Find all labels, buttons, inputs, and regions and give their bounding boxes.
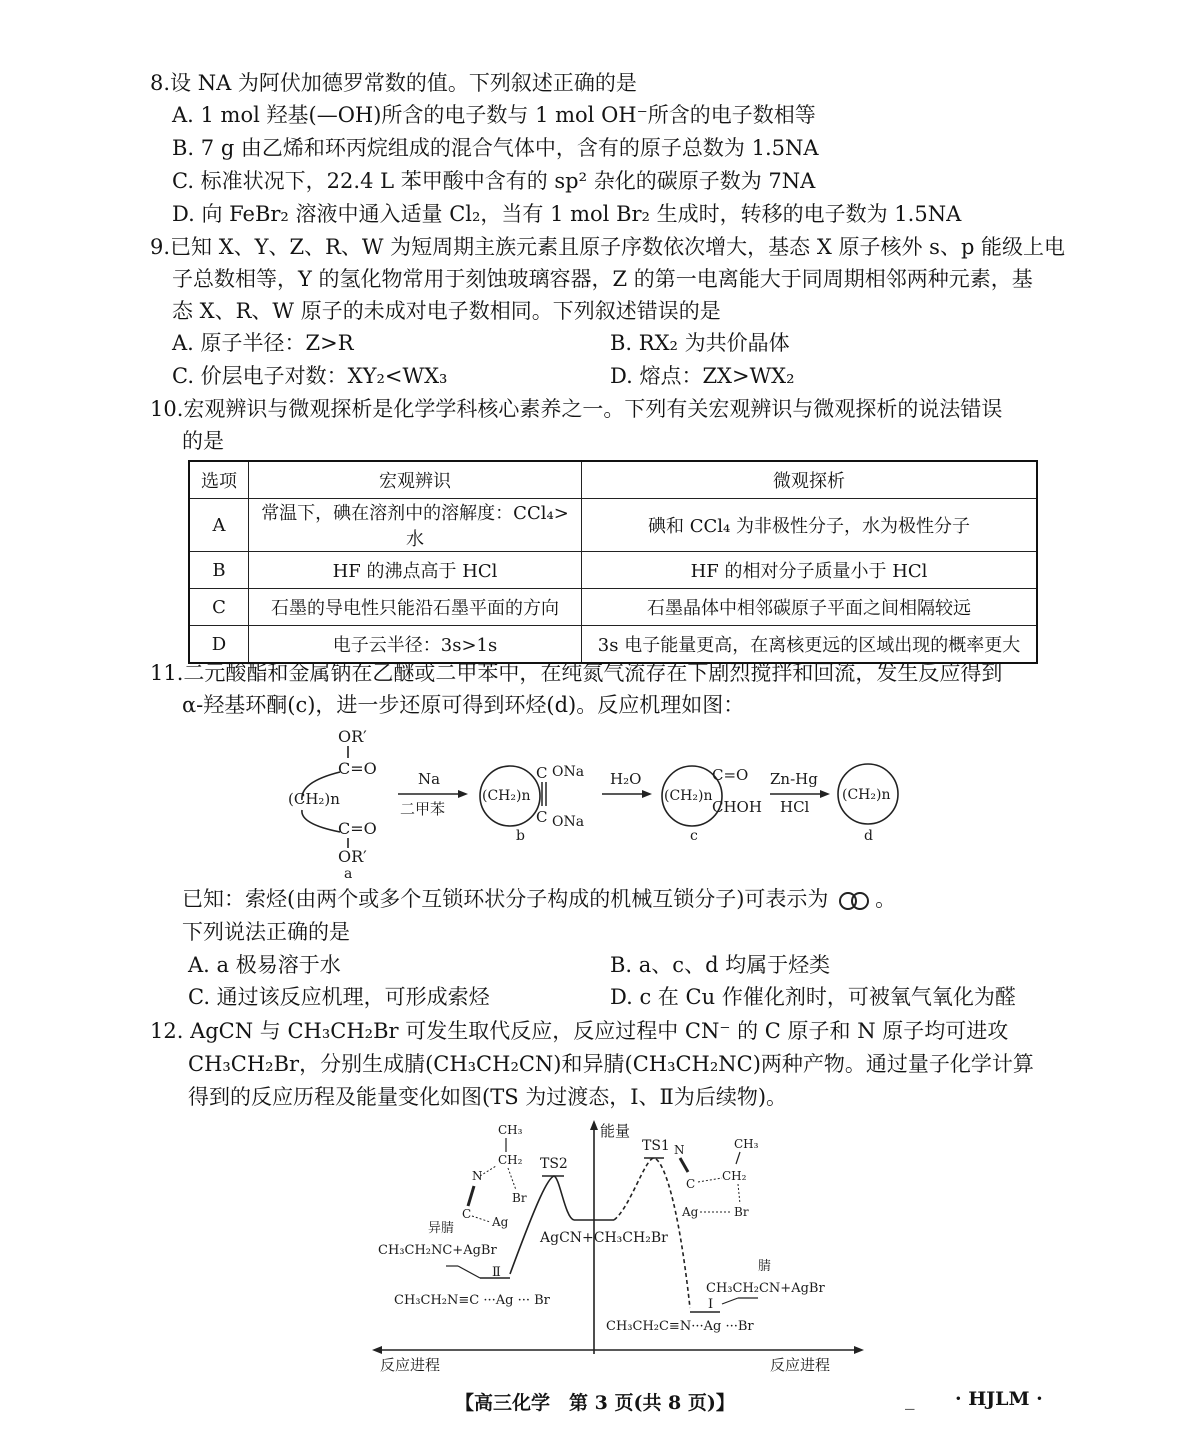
q11-option-a: A. a 极易溶于水: [188, 953, 341, 977]
page-footer: 【高三化学 第 3 页(共 8 页)】: [455, 1392, 735, 1414]
nitrile-name-label: 腈: [758, 1259, 772, 1274]
scheme-text: C: [536, 808, 548, 826]
right-axis-label: 反应进程: [770, 1356, 831, 1374]
q10-stem-line1: 10.宏观辨识与微观探析是化学学科核心素养之一。下列有关宏观辨识与微观探析的说法错误: [150, 397, 1003, 421]
q11-known: [182, 884, 896, 914]
label-b: b: [516, 828, 525, 844]
table-row: [189, 552, 1037, 589]
q12-stem-line2: CH₃CH₂Br，分别生成腈(CH₃CH₂CN)和异腈(CH₃CH₂NC)两种产物。通过量子化学计算: [188, 1052, 1034, 1076]
scheme-text: (CH₂)n: [288, 790, 340, 808]
scheme-text: (CH₂)n: [482, 788, 531, 804]
catenane-icon: [835, 890, 875, 912]
ts1-n: N: [674, 1143, 685, 1157]
ts1-c: C: [686, 1177, 696, 1191]
label-a: a: [344, 866, 353, 882]
ts1-ag: Ag: [682, 1205, 699, 1219]
table-cell: HF 的相对分子质量小于 HCl: [582, 552, 1038, 589]
table-cell: A: [189, 499, 249, 552]
table-cell: D: [189, 626, 249, 664]
left-axis-label: 反应进程: [380, 1356, 441, 1374]
q9-option-a: A. 原子半径：Z>R: [172, 331, 354, 355]
scheme-text: H₂O: [610, 770, 642, 788]
scheme-text: C=O: [338, 819, 377, 838]
ts2-ch3: CH₃: [498, 1123, 523, 1137]
iso-complex-label: CH₃CH₂N≡C ···Ag ··· Br: [394, 1293, 550, 1308]
scheme-text: CHOH: [712, 798, 762, 816]
q8-stem: 8.设 NA 为阿伏加德罗常数的值。下列叙述正确的是: [150, 71, 637, 95]
ts1-ch3: CH₃: [734, 1137, 759, 1151]
table-cell: 石墨晶体中相邻碳原子平面之间相隔较远: [582, 589, 1038, 626]
table-cell: C: [189, 589, 249, 626]
label-c: c: [690, 828, 698, 844]
scheme-text: Na: [418, 770, 441, 788]
scheme-text: 二甲苯: [400, 800, 446, 818]
q8-option-b: B. 7 g 由乙烯和环丙烷组成的混合气体中，含有的原子总数为 1.5NA: [172, 136, 819, 160]
q11-option-c: C. 通过该反应机理，可形成索烃: [188, 985, 490, 1009]
iso-product-label: CH₃CH₂NC+AgBr: [378, 1243, 497, 1258]
q10-table: [188, 460, 1038, 664]
scheme-text: C=O: [338, 759, 377, 778]
q11-stem-line1: 11.二元酸酯和金属钠在乙醚或二甲苯中，在纯氮气流存在下剧烈搅拌和回流，发生反应得到: [150, 661, 1003, 685]
q9-stem-line1: 9.已知 X、Y、Z、R、W 为短周期主族元素且原子序数依次增大，基态 X 原子核外 s、p 能级上电: [150, 235, 1066, 259]
table-row: [189, 589, 1037, 626]
scheme-text: C: [536, 764, 548, 782]
q12-stem-line1: 12. AgCN 与 CH₃CH₂Br 可发生取代反应，反应过程中 CN⁻ 的 C 原子和 N 原子均可进攻: [150, 1019, 1009, 1043]
ts2-ag: Ag: [492, 1215, 509, 1229]
q9-option-d: D. 熔点：ZX>WX₂: [610, 364, 795, 388]
ts1-ch2: CH₂: [722, 1169, 747, 1183]
table-header: 微观探析: [582, 461, 1038, 499]
table-cell: HF 的沸点高于 HCl: [249, 552, 582, 589]
footer-code: · HJLM ·: [955, 1388, 1043, 1410]
q12-energy-diagram: [360, 1118, 880, 1376]
ii-label: Ⅱ: [492, 1265, 501, 1280]
nitrile-product-label: CH₃CH₂CN+AgBr: [706, 1281, 825, 1296]
q11-reaction-scheme: [280, 722, 920, 882]
scheme-text: ONa: [552, 814, 585, 830]
table-cell: 电子云半径：3s>1s: [249, 626, 582, 664]
q11-ask: 下列说法正确的是: [182, 920, 350, 944]
table-cell: 常温下，碘在溶剂中的溶解度：CCl₄>水: [249, 499, 582, 552]
scheme-text: HCl: [780, 798, 810, 816]
q9-stem-line3: 态 X、R、W 原子的未成对电子数相同。下列叙述错误的是: [172, 299, 721, 323]
table-header: 选项: [189, 461, 249, 499]
q12-stem-line3: 得到的反应历程及能量变化如图(TS 为过渡态，Ⅰ、Ⅱ为后续物)。: [188, 1085, 788, 1109]
scheme-text: OR′: [338, 847, 367, 866]
scheme-text: (CH₂)n: [664, 788, 713, 804]
q9-option-b: B. RX₂ 为共价晶体: [610, 331, 790, 355]
ts2-br: Br: [512, 1191, 527, 1205]
energy-axis-label: 能量: [600, 1122, 631, 1140]
footer-dash: _: [905, 1388, 915, 1410]
table-cell: 3s 电子能量更高，在离核更远的区域出现的概率更大: [582, 626, 1038, 664]
nitrile-complex-label: CH₃CH₂C≡N···Ag ···Br: [606, 1319, 754, 1334]
table-cell: B: [189, 552, 249, 589]
q11-known-text: 已知：索烃(由两个或多个互锁环状分子构成的机械互锁分子)可表示为: [182, 887, 829, 911]
reactant-label: AgCN+CH₃CH₂Br: [540, 1230, 668, 1246]
q10-stem-line2: 的是: [182, 429, 224, 453]
ts2-label: TS2: [540, 1156, 568, 1172]
scheme-text: (CH₂)n: [842, 787, 891, 803]
iso-name-label: 异腈: [428, 1221, 455, 1236]
table-cell: 石墨的导电性只能沿石墨平面的方向: [249, 589, 582, 626]
ts2-c: C: [462, 1207, 472, 1221]
ts2-n: N: [472, 1169, 483, 1183]
ts1-label: TS1: [642, 1138, 670, 1154]
scheme-text: Zn-Hg: [770, 770, 818, 788]
scheme-text: C=O: [712, 766, 749, 784]
q11-stem-line2: α-羟基环酮(c)，进一步还原可得到环烃(d)。反应机理如图：: [182, 693, 745, 717]
scheme-text: OR′: [338, 727, 367, 746]
q9-stem-line2: 子总数相等，Y 的氢化物常用于刻蚀玻璃容器，Z 的第一电离能大于同周期相邻两种元素，基: [172, 267, 1033, 291]
q11-option-b: B. a、c、d 均属于烃类: [610, 953, 831, 977]
q11-option-d: D. c 在 Cu 作催化剂时，可被氧气氧化为醛: [610, 985, 1016, 1009]
q11-known-period: 。: [875, 887, 897, 911]
ts1-br: Br: [734, 1205, 749, 1219]
q9-option-c: C. 价层电子对数：XY₂<WX₃: [172, 364, 448, 388]
table-header: 宏观辨识: [249, 461, 582, 499]
scheme-text: ONa: [552, 764, 585, 780]
i-label: Ⅰ: [708, 1297, 714, 1312]
ts2-ch2: CH₂: [498, 1153, 523, 1167]
label-d: d: [864, 828, 873, 844]
table-header-row: [189, 461, 1037, 499]
table-cell: 碘和 CCl₄ 为非极性分子，水为极性分子: [582, 499, 1038, 552]
q8-option-c: C. 标准状况下，22.4 L 苯甲酸中含有的 sp² 杂化的碳原子数为 7NA: [172, 169, 816, 193]
q8-option-d: D. 向 FeBr₂ 溶液中通入适量 Cl₂，当有 1 mol Br₂ 生成时，转移的电子数为 1.5NA: [172, 202, 962, 226]
q8-option-a: A. 1 mol 羟基(—OH)所含的电子数与 1 mol OH⁻所含的电子数相等: [172, 103, 816, 127]
table-row: [189, 499, 1037, 552]
